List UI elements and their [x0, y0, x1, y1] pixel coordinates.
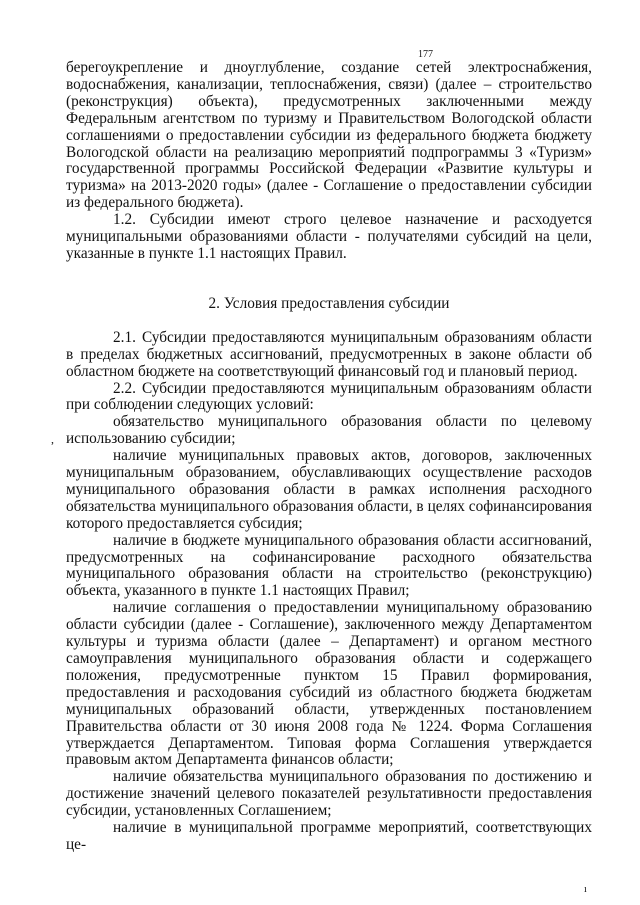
section-heading: 2. Условия предоставления субсидии: [208, 294, 450, 312]
condition-item: наличие соглашения о предоставлении муниципальному образованию области субсидии (далее - Соглашение), заключенного между Департаментом культуры и туризма области (далее – Департамент) и органом местного самоуправления муниципального образования области и содержащего положения, предусмотренные пунктом 15 Правил формирования, предоставления и расходования субсидий из областного бюджета бюджетам муниципальных образований области, утвержденных постановлением Правительства области от 30 июня 2008 года № 1224. Форма Соглашения утверждается Департаментом. Типовая форма Соглашения утверждается правовым актом Департамента финансов области;: [66, 599, 592, 769]
condition-item: наличие в муниципальной программе мероприятий, соответствующих це-: [66, 819, 592, 853]
condition-item: наличие муниципальных правовых актов, договоров, заключенных муниципальным образованием, обуславливающих осуществление расходов муниципального образования области в рамках исполнения расходного обязательства муниципального образования области, в целях софинансирования которого предоставляется субсидия;: [66, 447, 592, 532]
corner-mark: ı: [584, 884, 587, 895]
condition-item: наличие обязательства муниципального образования по достижению и достижение значений целевого показателей результативности предоставления субсидии, установленных Соглашением;: [66, 768, 592, 820]
paragraph-2-2: 2.2. Субсидии предоставляются муниципальным образованиям области при соблюдении следующих условий:: [66, 379, 592, 414]
condition-item: обязательство муниципального образования области по целевому использованию субсидии;: [66, 413, 592, 448]
document-body: [66, 60, 592, 854]
page-number: 177: [418, 49, 433, 60]
condition-item: наличие в бюджете муниципального образования области ассигнований, предусмотренных на софинансирование расходного обязательства муниципального образования области на строительство (реконструкцию) объекта, указанного в пункте 1.1 настоящих Правил;: [66, 531, 592, 600]
margin-mark: ,: [51, 432, 54, 446]
paragraph-2-1: 2.1. Субсидии предоставляются муниципальным образованиям области в пределах бюджетных ассигнований, предусмотренных в законе области об областном бюджете на соответствующий финансовый год и плановый период.: [66, 328, 592, 380]
paragraph-1-2: 1.2. Субсидии имеют строго целевое назначение и расходуется муниципальными образованиями области - получателями субсидий на цели, указанные в пункте 1.1 настоящих Правил.: [66, 211, 592, 262]
paragraph-continuation: берегоукрепление и дноуглубление, создание сетей электроснабжения, водоснабжения, канализации, теплоснабжения, связи) (далее – строительство (реконструкция) объекта), предусмотренных заключенными между Федеральным агентством по туризму и Правительством Вологодской области соглашениями о предоставлении субсидии из федерального бюджета бюджету Вологодской области на реализацию мероприятий подпрограммы 3 «Туризм» государственной программы Российской Федерации «Развитие культуры и туризма» на 2013-2020 годы» (далее - Соглашение о предоставлении субсидии из федерального бюджета).: [66, 59, 592, 212]
